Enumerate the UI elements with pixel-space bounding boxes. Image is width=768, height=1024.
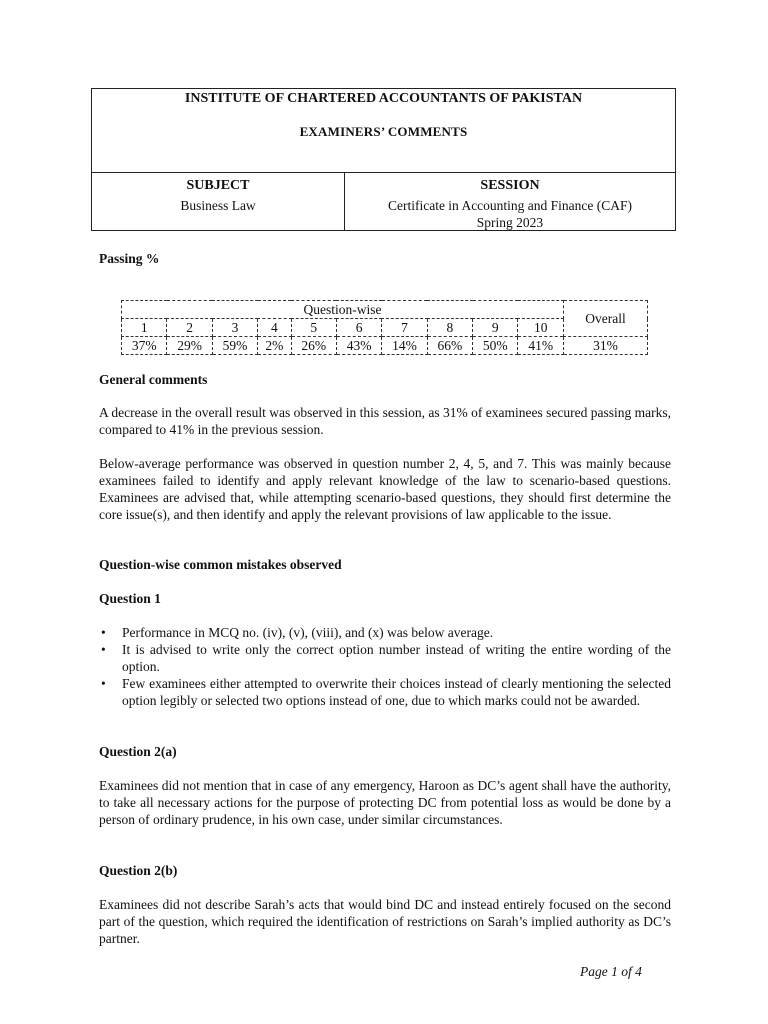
question-percentage: 66% — [427, 337, 472, 355]
header-title-block — [92, 89, 675, 173]
header-info-row — [92, 173, 675, 231]
subject-value: Business Law — [180, 198, 256, 213]
general-para-2: Below-average performance was observed in question number 2, 4, 5, and 7. This was mainly because examinees failed to identify and apply relevant knowledge of the law to scenario-based questions. Examinees are advised that, while attempting scenario-based questions, they should first determine the core issue(s), and then identify and apply the relevant provisions of law applicable to the issue. — [99, 456, 671, 522]
document-title: EXAMINERS’ COMMENTS — [299, 124, 468, 139]
passing-heading: Passing % — [99, 251, 160, 266]
percentage-row — [122, 337, 648, 355]
question-percentage: 29% — [167, 337, 212, 355]
bullet-icon: • — [101, 676, 106, 691]
overall-label: Overall — [564, 301, 648, 337]
organization-name: INSTITUTE OF CHARTERED ACCOUNTANTS OF PAKISTAN — [184, 91, 583, 106]
question-number: 6 — [336, 319, 381, 337]
bullet-icon: • — [101, 642, 106, 657]
general-comments-heading: General comments — [99, 372, 208, 387]
question-number: 1 — [122, 319, 167, 337]
question-percentage: 43% — [336, 337, 381, 355]
question-number: 9 — [473, 319, 518, 337]
list-item — [99, 624, 671, 641]
question-number: 4 — [258, 319, 291, 337]
question-2a-heading: Question 2(a) — [99, 744, 177, 759]
question-2a-text: Examinees did not mention that in case of any emergency, Haroon as DC’s agent shall have the authority, to take all necessary actions for the purpose of protecting DC from potential loss as would be done by a person of ordinary prudence, in his own case, under similar circumstances. — [99, 778, 671, 827]
bullet-icon: • — [101, 625, 106, 640]
session-label: SESSION — [480, 178, 540, 193]
mistakes-heading: Question-wise common mistakes observed — [99, 557, 342, 572]
session-line-2: Spring 2023 — [476, 215, 544, 230]
general-para-1: A decrease in the overall result was observed in this session, as 31% of examinees secured passing marks, compared to 41% in the previous session. — [99, 405, 671, 437]
question-percentage: 59% — [212, 337, 257, 355]
bullet-text: Performance in MCQ no. (iv), (v), (viii), and (x) was below average. — [122, 625, 494, 640]
session-cell — [345, 173, 675, 231]
question-number: 7 — [382, 319, 427, 337]
header-box — [91, 88, 676, 231]
bullet-text: It is advised to write only the correct option number instead of writing the entire wording of the option. — [122, 642, 671, 674]
passing-table — [121, 300, 648, 355]
session-line-1: Certificate in Accounting and Finance (CAF) — [387, 198, 633, 213]
question-2b-heading: Question 2(b) — [99, 863, 178, 878]
subject-cell — [92, 173, 345, 231]
question-percentage: 41% — [518, 337, 564, 355]
list-item — [99, 641, 671, 675]
list-item — [99, 675, 671, 709]
table-header-row — [122, 301, 648, 319]
question-1-heading: Question 1 — [99, 591, 161, 606]
question-1-list — [99, 624, 671, 709]
question-number: 2 — [167, 319, 212, 337]
question-number: 5 — [291, 319, 336, 337]
question-wise-label: Question-wise — [122, 301, 564, 319]
question-number: 8 — [427, 319, 472, 337]
bullet-text: Few examinees either attempted to overwrite their choices instead of clearly mentioning the selected option legibly or selected two options instead of one, due to which marks could not be awarded. — [122, 676, 671, 708]
question-percentage: 37% — [122, 337, 167, 355]
question-2b-text: Examinees did not describe Sarah’s acts that would bind DC and instead entirely focused on the second part of the question, which required the identification of restrictions on Sarah’s implied authority as DC’s partner. — [99, 897, 671, 946]
page-number: Page 1 of 4 — [580, 964, 642, 979]
question-number: 10 — [518, 319, 564, 337]
overall-percentage: 31% — [564, 337, 648, 355]
question-percentage: 2% — [258, 337, 291, 355]
question-percentage: 50% — [473, 337, 518, 355]
question-percentage: 26% — [291, 337, 336, 355]
question-number: 3 — [212, 319, 257, 337]
question-percentage: 14% — [382, 337, 427, 355]
subject-label: SUBJECT — [186, 178, 250, 193]
